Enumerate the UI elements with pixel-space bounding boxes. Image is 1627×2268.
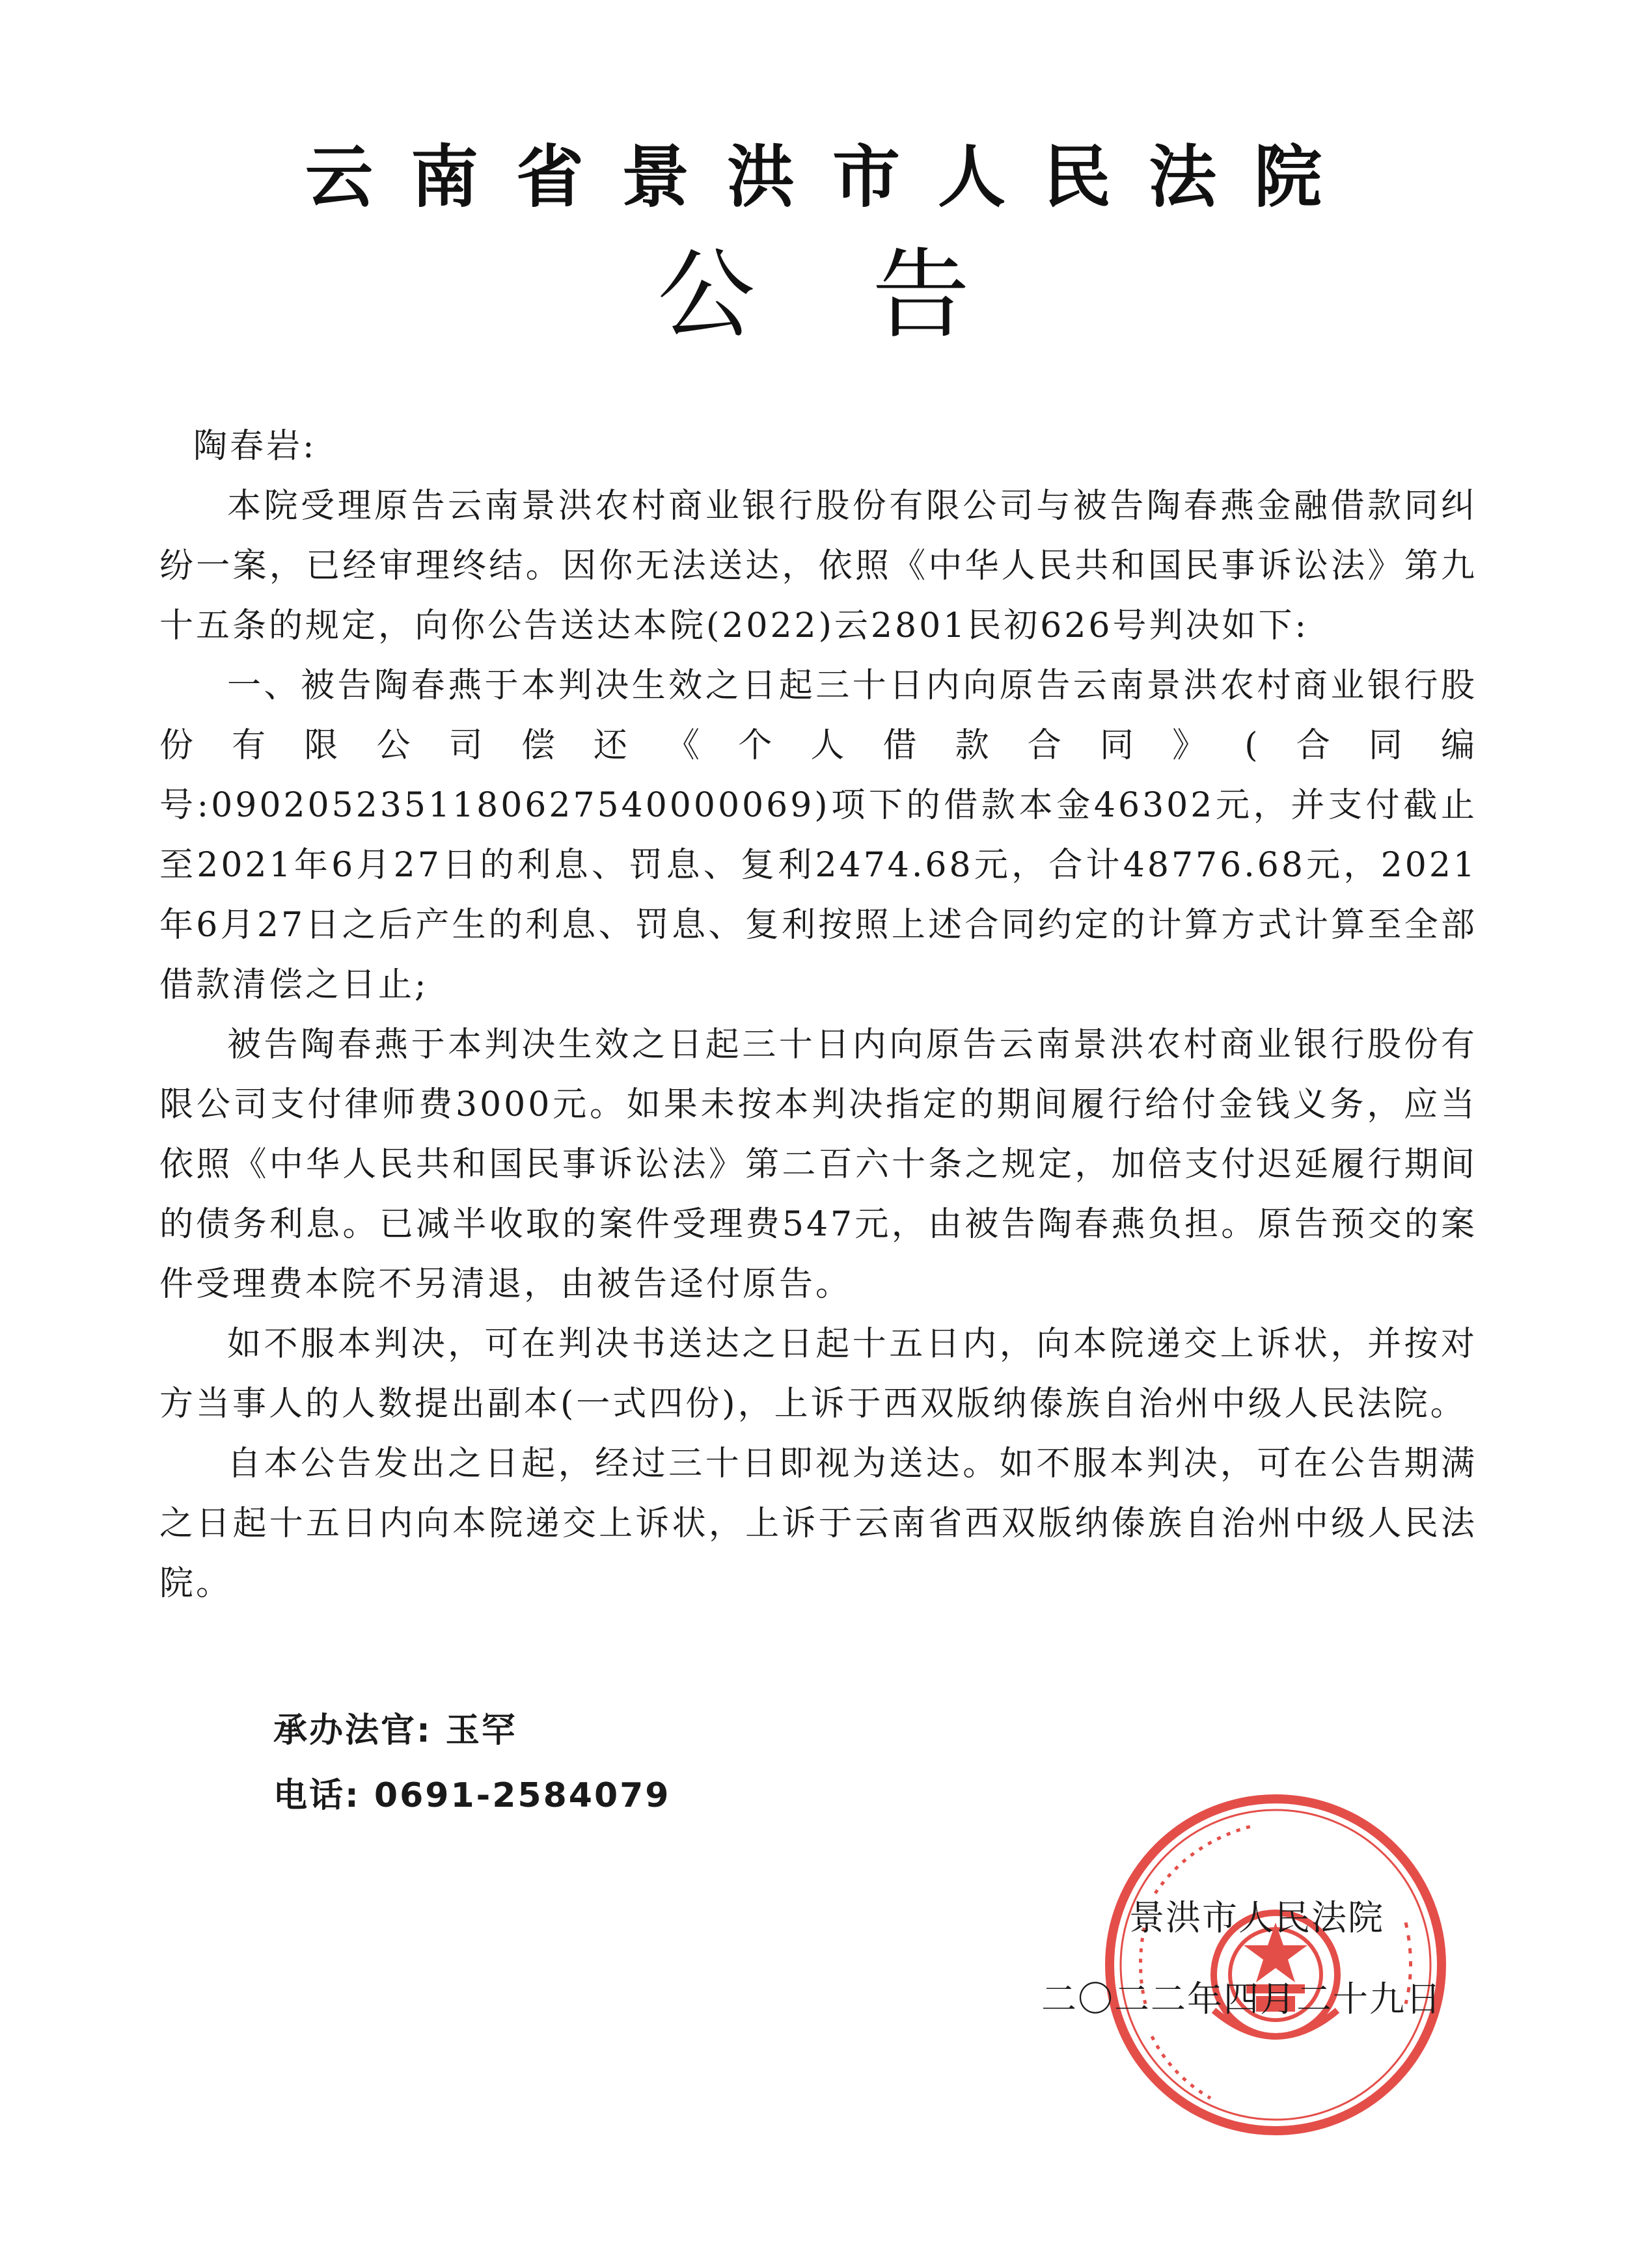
body-paragraph: 一、被告陶春燕于本判决生效之日起三十日内向原告云南景洪农村商业银行股份有限公司偿还《个人借款合同》(合同编号:0902052351180627540000069)项下的借款本金46302元，并支付截止至2021年6月27日的利息、罚息、复利2474.68元，合计48776.68元，2021年6月27日之后产生的利息、罚息、复利按照上述合同约定的计算方式计算至全部借款清偿之日止; xyxy=(159,666,1477,1005)
judge-label: 承办法官: xyxy=(273,1711,432,1750)
court-seal-stamp xyxy=(1100,1789,1451,2140)
judge-row xyxy=(273,1698,671,1763)
contact-block xyxy=(273,1698,671,1828)
body-paragraph: 被告陶春燕于本判决生效之日起三十日内向原告云南景洪农村商业银行股份有限公司支付律师费3000元。如果未按本判决指定的期间履行给付金钱义务，应当依照《中华人民共和国民事诉讼法》第二百六十条之规定，加倍支付迟延履行期间的债务利息。已减半收取的案件受理费547元，由被告陶春燕负担。原告预交的案件受理费本院不另清退，由被告迳付原告。 xyxy=(159,1025,1477,1304)
phone-label: 电话: xyxy=(273,1776,361,1815)
announcement-body xyxy=(159,416,1477,1613)
judge-name: 玉罕 xyxy=(445,1711,517,1750)
salutation: 陶春岩: xyxy=(193,427,317,466)
body-paragraph: 自本公告发出之日起，经过三十日即视为送达。如不服本判决，可在公告期满之日起十五日内向本院递交上诉状，上诉于云南省西双版纳傣族自治州中级人民法院。 xyxy=(159,1444,1477,1603)
phone-number: 0691-2584079 xyxy=(374,1776,671,1815)
court-name-heading: 云南省景洪市人民法院 xyxy=(305,137,1360,217)
body-paragraph: 如不服本判决，可在判决书送达之日起十五日内，向本院递交上诉状，并按对方当事人的人数提出副本(一式四份)，上诉于西双版纳傣族自治州中级人民法院。 xyxy=(159,1325,1477,1424)
phone-row xyxy=(273,1763,671,1828)
issuing-court: 景洪市人民法院 xyxy=(1129,1897,1384,1938)
body-paragraph: 本院受理原告云南景洪农村商业银行股份有限公司与被告陶春燕金融借款同纠纷一案，已经审理终结。因你无法送达，依照《中华人民共和国民事诉讼法》第九十五条的规定，向你公告送达本院(2022)云2801民初626号判决如下: xyxy=(159,487,1477,645)
document-type-heading: 公告 xyxy=(657,239,1087,352)
issue-date: 二〇二二年四月二十九日 xyxy=(1041,1978,1442,2019)
